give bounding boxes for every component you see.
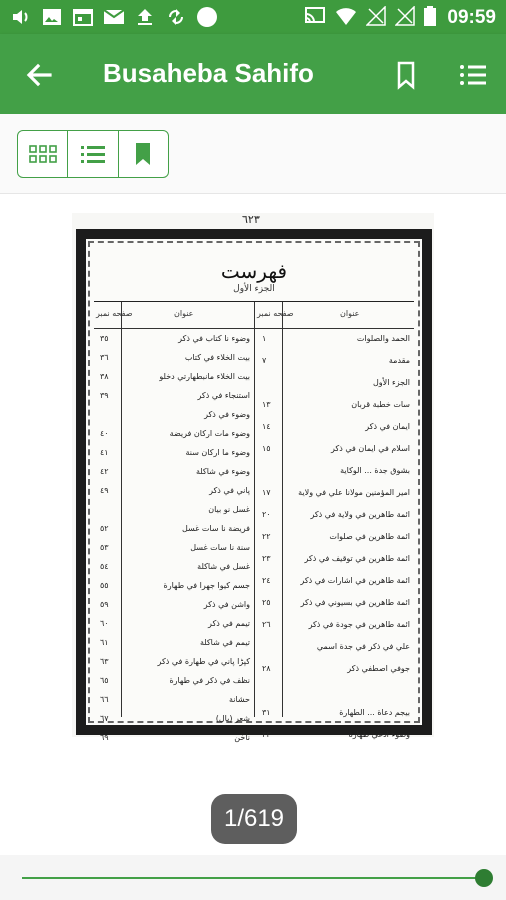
toc-right-page-number: ١٤: [262, 422, 271, 431]
toc-left-page-number: ٤٩: [100, 486, 109, 495]
toc-left-page-number: ٦١: [100, 638, 109, 647]
toc-right-entry: سات خطبة قربان: [351, 400, 410, 409]
toc-left-entry: سنة نا سات غسل: [190, 543, 250, 552]
page-number-arabic: ٦٢٣: [242, 213, 260, 226]
page-indicator: 1/619: [211, 794, 297, 844]
toc-right-page-number: ٧: [262, 356, 267, 365]
toc-left-page-number: ٦٣: [100, 657, 109, 666]
toc-right-page-number: ٣٣: [262, 730, 271, 739]
toc-right-entry: ائمة طاهرين في اشارات في ذكر: [300, 576, 410, 585]
toc-right-entry: الجزء الأول: [372, 378, 410, 387]
toc-left-entry: حشانة: [228, 695, 250, 704]
toc-left-entry: وضوء مات اركان فريضة: [169, 429, 250, 438]
toc-table: [94, 301, 414, 742]
toc-left-page-number: ٦٩: [100, 733, 109, 742]
toc-right-entry: علي في ذكر في جدة اسمي: [316, 642, 410, 651]
book-page-image: [72, 213, 434, 742]
sync-icon: [165, 7, 187, 27]
view-toolbar: [0, 114, 506, 194]
bookmark-outline-icon: [392, 60, 420, 90]
circle-icon: [196, 7, 218, 27]
page-heading: فهرست: [220, 259, 288, 283]
page-border: [76, 229, 432, 742]
grid-view-icon: [28, 143, 58, 165]
toc-right-page-number: ١٣: [262, 400, 271, 409]
page-viewer[interactable]: [0, 195, 506, 855]
toc-left-entry: غسل في شاكلة: [197, 562, 250, 571]
toc-right-page-number: ٢٠: [262, 510, 271, 519]
toc-right-entry: وضوء ادعي طهارة: [348, 730, 410, 739]
status-time: 09:59: [447, 7, 496, 28]
toc-left-page-number: ٦٥: [100, 676, 109, 685]
toc-right-entry: ائمة طاهرين في ولاية في ذكر: [310, 510, 410, 519]
list-menu-button[interactable]: [456, 60, 490, 90]
toc-left-entry: فريضة نا سات غسل: [181, 524, 250, 533]
toc-left-entry: غسل نو بيان: [208, 505, 250, 514]
toc-right-entry: بيجم دعاة ... الطهارة: [339, 708, 410, 717]
toc-left-entry: كپڑا پاني في طهارة في ذكر: [157, 657, 250, 666]
list-view-button[interactable]: [68, 131, 118, 177]
toc-left-entry: واشن في ذكر: [203, 600, 250, 609]
toc-right-entry: ائمة طاهرين في جودة في ذكر: [308, 620, 410, 629]
toc-left-page-number: ٣٥: [100, 334, 109, 343]
toc-left-page-number: ٣٦: [100, 353, 109, 362]
toc-left-entry: وضوء ما اركان سنة: [185, 448, 250, 457]
toc-right-page-number: ١٧: [262, 488, 271, 497]
page-slider-thumb[interactable]: [475, 869, 493, 887]
toc-right-entry: ايمان في ذكر: [365, 422, 410, 431]
list-view-icon: [79, 143, 107, 165]
toc-left-page-number: ٥٤: [100, 562, 109, 571]
toc-left-entry: تيمم في شاكلة: [199, 638, 250, 647]
upload-icon: [134, 7, 156, 27]
toc-left-page-number: ٤٠: [100, 429, 109, 438]
toc-left-page-number: ٥٥: [100, 581, 109, 590]
toc-right-entry: بشوق جدة ... الوكاية: [340, 466, 410, 475]
toc-right-entry: جوفي اصطفي ذكر: [347, 664, 410, 673]
back-button[interactable]: [22, 58, 56, 92]
page-title: Busaheba Sahifo: [103, 58, 314, 88]
toc-left-page-number: ٦٠: [100, 619, 109, 628]
bookmarks-view-button[interactable]: [119, 131, 168, 177]
page-subheading: الجزء الأول: [233, 284, 275, 294]
toc-left-page-number: ٥٣: [100, 543, 109, 552]
toc-right-entry: الحمد والصلوات: [356, 334, 410, 343]
status-bar: [0, 0, 506, 34]
toc-col-line: [121, 302, 122, 717]
toc-right-page-number: ٢٤: [262, 576, 271, 585]
toc-left-entry: وضوء في ذكر: [204, 410, 250, 419]
toc-right-entry: ائمة طاهرين في بسيوني في ذكر: [300, 598, 410, 607]
toc-right-page-number: ٢٦: [262, 620, 271, 629]
toc-header-right-title: عنوان: [340, 309, 360, 318]
arrow-back-icon: [22, 58, 56, 92]
toc-left-page-number: ٥٢: [100, 524, 109, 533]
toc-left-entry: پاني في ذكر: [209, 486, 250, 495]
toc-left-page-number: ٦٧: [100, 714, 109, 723]
page-slider-track[interactable]: [22, 877, 484, 879]
toc-left-page-number: ٣٩: [100, 391, 109, 400]
toc-left-entry: وضوء نا كتاب في ذكر: [178, 334, 250, 343]
toc-left-entry: تيمم في ذكر: [208, 619, 250, 628]
toc-left-entry: وضوء في شاكلة: [195, 467, 250, 476]
toc-header-left-title: عنوان: [174, 309, 194, 318]
image-icon: [41, 7, 63, 27]
toc-right-entry: اسلام في ايمان في ذكر: [331, 444, 410, 453]
toc-left-page-number: ٣٨: [100, 372, 109, 381]
toc-right-page-number: ٢٢: [262, 532, 271, 541]
toc-left-entry: بيت الخلاء مانبطهارتي دخلو: [159, 372, 250, 381]
volume-icon: [10, 7, 32, 27]
toc-right-entry: مقدمة: [388, 356, 410, 365]
toc-right-page-number: ٢٥: [262, 598, 271, 607]
toc-left-page-number: ٤٢: [100, 467, 109, 476]
no-signal-icon: [395, 6, 415, 30]
bookmark-filled-icon: [133, 141, 153, 167]
toc-left-entry: ناخن: [234, 733, 250, 742]
toc-right-page-number: ١٥: [262, 444, 271, 453]
toc-right-page-number: ٣١: [262, 708, 271, 717]
toc-left-page-number: ٥٩: [100, 600, 109, 609]
toc-right-page-number: ٢٨: [262, 664, 271, 673]
bookmark-button[interactable]: [392, 60, 420, 90]
grid-view-button[interactable]: [18, 131, 68, 177]
toc-left-entry: استنجاء في ذكر: [197, 391, 250, 400]
toc-right-page-number: ١: [262, 334, 267, 343]
toc-left-page-number: ٤١: [100, 448, 109, 457]
toc-col-line: [282, 302, 283, 717]
status-notification-icons: [10, 7, 218, 27]
cast-icon: [304, 6, 326, 30]
toc-left-entry: بيت الخلاء في كتاب: [184, 353, 250, 362]
wifi-icon: [335, 6, 357, 30]
view-mode-toggle: [17, 130, 169, 178]
toc-right-entry: امير المؤمنين مولانا علي في ولاية: [298, 488, 410, 497]
no-signal-icon: [366, 6, 386, 30]
toc-left-entry: نظف في ذكر في طهارة: [169, 676, 250, 685]
toc-header-left-num: صفحه نمبر: [96, 309, 133, 318]
toc-right-entry: ائمة طاهرين في صلوات: [329, 532, 410, 541]
app-bar: [0, 34, 506, 114]
mail-icon: [103, 7, 125, 27]
toc-header-right-num: صفحه نمبر: [257, 309, 294, 318]
toc-left-entry: شعر (بال): [215, 714, 250, 723]
list-menu-icon: [456, 60, 490, 90]
toc-col-line: [254, 302, 255, 717]
page-slider-bar: [0, 855, 506, 900]
toc-right-page-number: ٢٣: [262, 554, 271, 563]
toc-right-entry: [286, 686, 410, 698]
status-system-icons: [304, 6, 496, 30]
calendar-icon: [72, 7, 94, 27]
toc-left-entry: جسم كيوا جهرا في طهارة: [163, 581, 250, 590]
toc-left-page-number: ٦٦: [100, 695, 109, 704]
toc-right-entry: ائمة طاهرين في توقيف في ذكر: [304, 554, 410, 563]
battery-icon: [424, 6, 436, 30]
